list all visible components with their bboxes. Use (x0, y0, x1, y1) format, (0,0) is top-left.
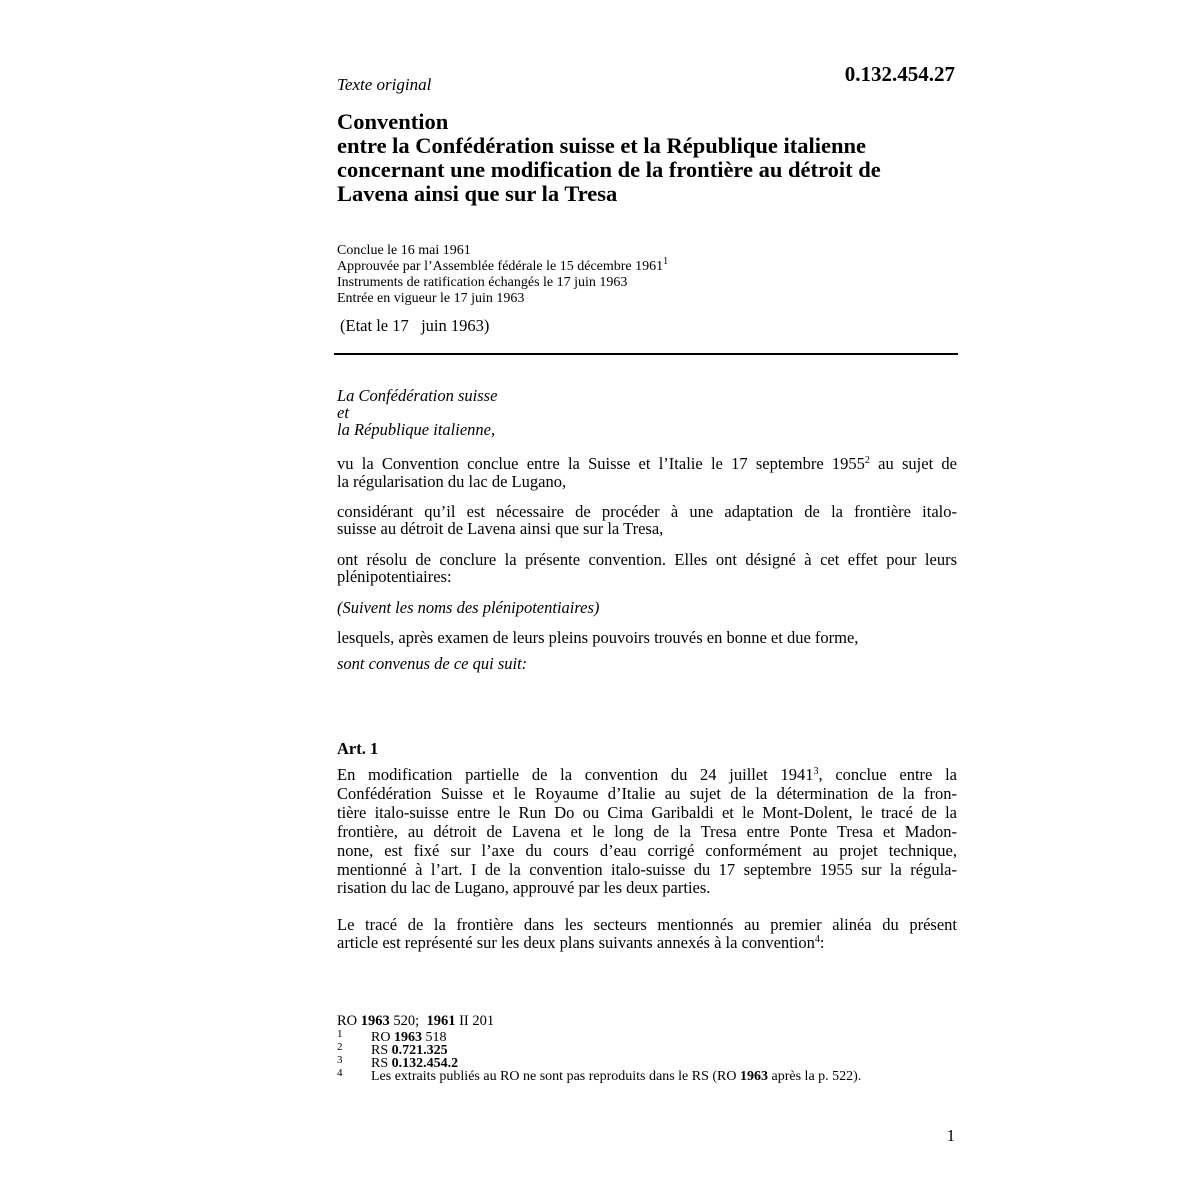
contracting-parties (337, 387, 497, 438)
article-paragraph-line: En modification partielle de la convention du 24 juillet 1941$^3$, conclue entre la (337, 765, 957, 784)
article-paragraph-line: article est représenté sur les deux plans suivants annexés à la convention$^4$: (337, 933, 825, 952)
article-paragraph-line: none, est fixé sur l’axe du cours d’eau corrigé conformément au projet technique, (337, 841, 957, 860)
preamble-paragraph-2-line: considérant qu’il est nécessaire de procéder à une adaptation de la frontière italo- (337, 502, 957, 521)
footnote: 3 RS 0.132.454.2 (337, 1054, 459, 1071)
footnote-number: 4 (337, 1067, 343, 1079)
source-reference: RO 1963 520; 1961 II 201 (337, 1013, 495, 1029)
party-line: la République italienne, (337, 420, 496, 439)
footnote-ref: 3 (813, 766, 819, 777)
party-line: La Confédération suisse (337, 386, 498, 405)
title-line: concernant une modification de la frontière au détroit de (337, 157, 881, 182)
article-paragraph-line: mentionné à l’art. I de la convention italo-suisse du 17 septembre 1955 sur la régula- (337, 860, 957, 879)
title-line: entre la Confédération suisse et la République italienne (337, 133, 866, 158)
preamble-paragraph-2-line: suisse au détroit de Lavena ainsi que sur la Tresa, (337, 519, 664, 538)
preamble-paragraph-3-line: ont résolu de conclure la présente convention. Elles ont désigné à cet effet pour leurs (337, 550, 957, 569)
classification-number: 0.132.454.27 (844, 62, 955, 86)
footnote-number: 1 (337, 1028, 343, 1040)
state-date: (Etat le 17 juin 1963) (340, 316, 490, 335)
document-title (337, 110, 881, 206)
article-heading: Art. 1 (337, 739, 379, 758)
article-paragraph-line: Le tracé de la frontière dans les secteurs mentionnés au premier alinéa du présent (337, 915, 957, 934)
footnote-ref: 2 (864, 455, 870, 466)
original-text-label: Texte original (337, 75, 432, 94)
ratification-date: Instruments de ratification échangés le 17 juin 1963 (337, 275, 628, 290)
preamble-paragraph-1-line: la régularisation du lac de Lugano, (337, 472, 567, 491)
article-paragraph-line: risation du lac de Lugano, approuvé par les deux parties. (337, 878, 711, 897)
footnote-number: 2 (337, 1041, 343, 1053)
approved-date: Approuvée par l’Assemblée fédérale le 15 décembre 1961$^1$ (337, 256, 669, 274)
footnote: 4 Les extraits publiés au RO ne sont pas reproduits dans le RS (RO 1963 après la p. 522). (337, 1067, 862, 1084)
article-paragraph-line: tière italo-suisse entre le Run Do ou Cima Garibaldi et le Mont-Dolent, le tracé de la (337, 803, 957, 822)
preamble-paragraph-3-line: plénipotentiaires: (337, 567, 452, 586)
article-paragraph-line: Confédération Suisse et le Royaume d’Italie au sujet de la détermination de la fron- (337, 784, 957, 803)
footnote: 1 RO 1963 518 (337, 1028, 447, 1045)
article-paragraph-line: frontière, au détroit de Lavena et le long de la Tresa entre Ponte Tresa et Madon- (337, 822, 957, 841)
preamble-paragraph-1-line: vu la Convention conclue entre la Suisse et l’Italie le 17 septembre 1955$^2$ au sujet de (337, 454, 957, 473)
footnotes (337, 1028, 957, 1084)
footnote-ref: 1 (663, 256, 669, 267)
in-force-date: Entrée en vigueur le 17 juin 1963 (337, 291, 525, 306)
plenipotentiaries-note: (Suivent les noms des plénipotentiaires) (337, 598, 600, 617)
document-metadata (337, 243, 668, 307)
footnote: 2 RS 0.721.325 (337, 1041, 448, 1058)
preamble-paragraph-5: lesquels, après examen de leurs pleins pouvoirs trouvés en bonne et due forme, (337, 628, 859, 647)
header-divider (334, 353, 958, 355)
title-line: Convention (337, 109, 449, 134)
page-number: 1 (946, 1126, 955, 1145)
agreed-as-follows: sont convenus de ce qui suit: (337, 654, 528, 673)
concluded-date: Conclue le 16 mai 1961 (337, 243, 471, 258)
footnote-number: 3 (337, 1054, 343, 1066)
party-line: et (337, 403, 349, 422)
title-line: Lavena ainsi que sur la Tresa (337, 181, 618, 206)
footnote-ref: 4 (814, 934, 820, 945)
